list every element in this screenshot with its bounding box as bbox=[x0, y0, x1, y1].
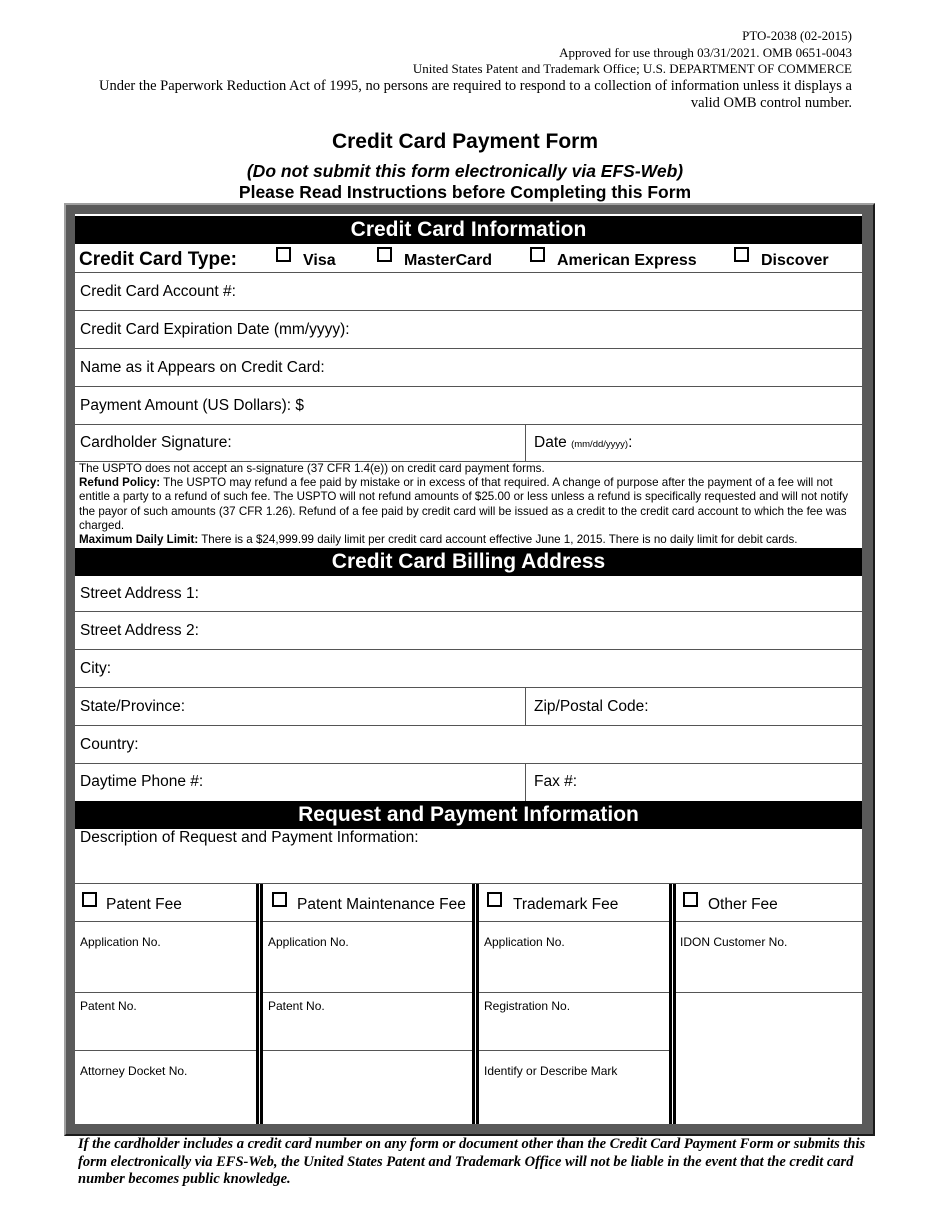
description-label: Description of Request and Payment Information: bbox=[80, 829, 419, 846]
page-title: Credit Card Payment Form bbox=[331, 130, 599, 153]
patent-fee-checkbox[interactable] bbox=[82, 892, 97, 907]
amex-checkbox[interactable] bbox=[530, 247, 545, 262]
trademark-fee-mark-label: Identify or Describe Mark bbox=[484, 1064, 618, 1078]
visa-checkbox[interactable] bbox=[276, 247, 291, 262]
description-field[interactable] bbox=[75, 829, 862, 884]
fee-column-divider-2 bbox=[472, 884, 479, 1124]
phone-fax-row bbox=[75, 764, 862, 801]
maintenance-fee-checkbox[interactable] bbox=[272, 892, 287, 907]
agency-line: United States Patent and Trademark Office; U.S. DEPARTMENT OF COMMERCE bbox=[412, 61, 852, 76]
trademark-fee-checkbox[interactable] bbox=[487, 892, 502, 907]
section-heading-card-info: Credit Card Information bbox=[75, 216, 862, 244]
refund-policy-text bbox=[79, 462, 859, 547]
subtitle-efs: (Do not submit this form electronically via EFS-Web) bbox=[246, 161, 684, 181]
form-header bbox=[92, 28, 852, 112]
maintenance-fee-label: Patent Maintenance Fee bbox=[297, 896, 466, 913]
expiration-date-label: Credit Card Expiration Date (mm/yyyy): bbox=[80, 321, 350, 338]
payment-amount-label: Payment Amount (US Dollars): $ bbox=[80, 397, 304, 414]
maintenance-fee-patent-label: Patent No. bbox=[268, 999, 325, 1013]
s-signature-notice: The USPTO does not accept an s-signature (37 CFR 1.4(e)) on credit card payment forms. bbox=[79, 462, 545, 475]
trademark-fee-registration-label: Registration No. bbox=[484, 999, 571, 1013]
cardholder-name-label: Name as it Appears on Credit Card: bbox=[80, 359, 325, 376]
street1-field[interactable] bbox=[75, 574, 862, 612]
street2-label: Street Address 2: bbox=[80, 622, 199, 639]
discover-label: Discover bbox=[761, 252, 829, 269]
account-number-label: Credit Card Account #: bbox=[80, 283, 236, 300]
zip-label: Zip/Postal Code: bbox=[534, 698, 649, 715]
signature-date-label: Date (mm/dd/yyyy): bbox=[534, 434, 633, 451]
form-id: PTO-2038 (02-2015) bbox=[742, 28, 852, 43]
mastercard-label: MasterCard bbox=[404, 252, 493, 269]
street1-label: Street Address 1: bbox=[80, 585, 199, 602]
payment-amount-field[interactable] bbox=[75, 387, 862, 425]
patent-fee-application-label: Application No. bbox=[80, 935, 161, 949]
country-label: Country: bbox=[80, 736, 139, 753]
paperwork-notice: Under the Paperwork Reduction Act of 1995, no persons are required to respond to a collection of information unless it displays a valid OMB control number. bbox=[98, 77, 852, 111]
other-fee-checkbox[interactable] bbox=[683, 892, 698, 907]
footer-disclaimer: If the cardholder includes a credit card number on any form or document other than the Credit Card Payment Form or submits this form electronically via EFS-Web, the United States Patent and Trademark Office will not be liable in the event that the credit card number becomes public knowledge. bbox=[78, 1136, 866, 1187]
fee-column-divider-3 bbox=[669, 884, 676, 1124]
discover-checkbox[interactable] bbox=[734, 247, 749, 262]
fee-column-divider-1 bbox=[256, 884, 263, 1124]
signature-row bbox=[75, 425, 862, 462]
maintenance-fee-application-label: Application No. bbox=[268, 935, 349, 949]
phone-fax-divider bbox=[525, 764, 526, 801]
cardholder-name-field[interactable] bbox=[75, 349, 862, 387]
signature-divider bbox=[525, 425, 526, 462]
trademark-fee-application-label: Application No. bbox=[484, 935, 565, 949]
card-type-label: Credit Card Type: bbox=[79, 249, 238, 270]
mastercard-checkbox[interactable] bbox=[377, 247, 392, 262]
other-fee-idon-label: IDON Customer No. bbox=[680, 935, 788, 949]
patent-fee-label: Patent Fee bbox=[106, 896, 182, 913]
account-number-field[interactable] bbox=[75, 273, 862, 311]
amex-label: American Express bbox=[557, 252, 697, 269]
section-heading-billing: Credit Card Billing Address bbox=[75, 548, 862, 576]
trademark-fee-label: Trademark Fee bbox=[513, 896, 619, 913]
expiration-date-field[interactable] bbox=[75, 311, 862, 349]
city-field[interactable] bbox=[75, 650, 862, 688]
card-type-row bbox=[75, 244, 862, 273]
patent-fee-docket-label: Attorney Docket No. bbox=[80, 1064, 188, 1078]
signature-label: Cardholder Signature: bbox=[80, 434, 232, 451]
daily-limit: Maximum Daily Limit: There is a $24,999.99 daily limit per credit card account effective June 1, 2015. There is no daily limit for debit cards. bbox=[79, 533, 798, 547]
refund-policy: Refund Policy: The USPTO may refund a fee paid by mistake or in excess of that required. A change of purpose after the payment of a fee will not entitle a party to a refund of such fee. The USPTO will not refund amounts of $25.00 or less unless a refund is specifically requested and will not notify the payor of such amounts (37 CFR 1.26). Refund of a fee paid by credit card will be issued as a credit to the credit card account to which the fee was charged. bbox=[79, 476, 849, 532]
omb-approval: Approved for use through 03/31/2021. OMB 0651-0043 bbox=[559, 44, 852, 60]
visa-label: Visa bbox=[303, 252, 336, 269]
form-body bbox=[75, 214, 862, 1124]
city-label: City: bbox=[80, 660, 111, 677]
street2-field[interactable] bbox=[75, 612, 862, 650]
section-heading-request: Request and Payment Information bbox=[75, 801, 862, 829]
state-zip-row bbox=[75, 688, 862, 726]
subtitle-instructions: Please Read Instructions before Completing this Form bbox=[238, 182, 692, 202]
fax-label: Fax #: bbox=[534, 773, 578, 790]
state-label: State/Province: bbox=[80, 698, 186, 715]
phone-label: Daytime Phone #: bbox=[80, 773, 204, 790]
other-fee-label: Other Fee bbox=[708, 896, 778, 913]
country-field[interactable] bbox=[75, 726, 862, 764]
state-zip-divider bbox=[525, 688, 526, 726]
patent-fee-patent-label: Patent No. bbox=[80, 999, 137, 1013]
